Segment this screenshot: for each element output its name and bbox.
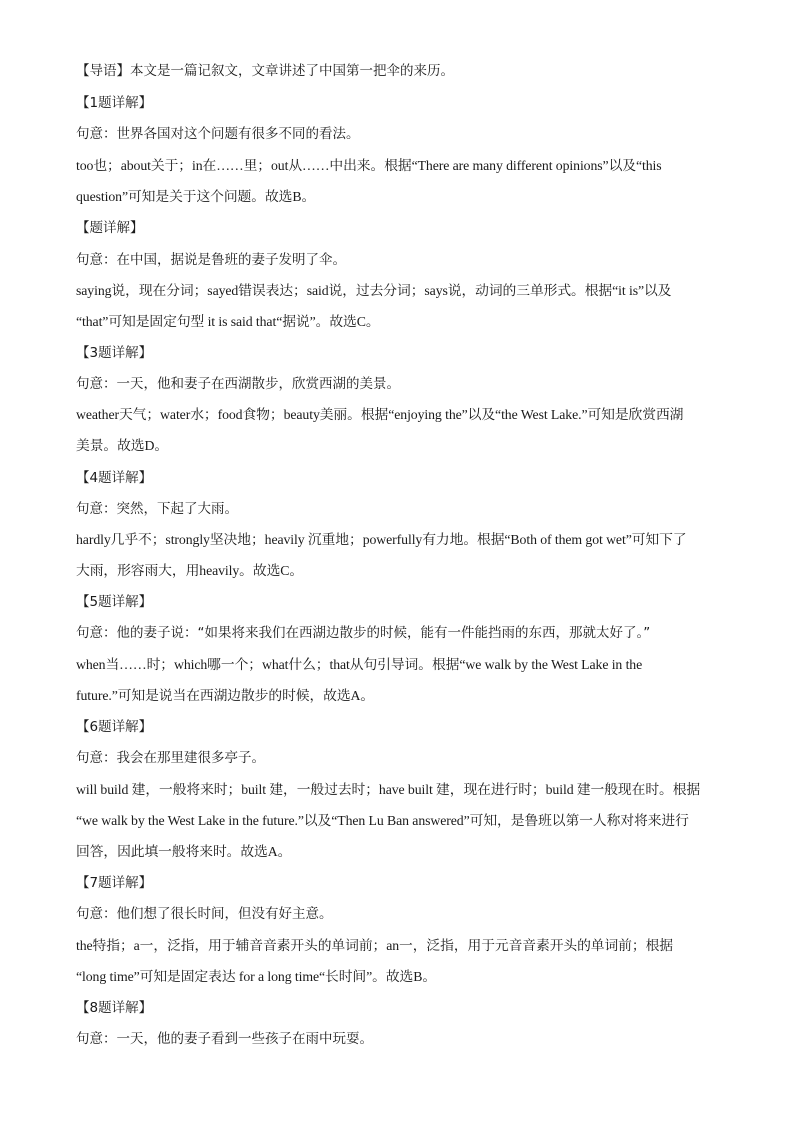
question-2-translation: 句意：在中国，据说是鲁班的妻子发明了伞。 [76, 252, 346, 268]
question-6-explanation-line-2: “we walk by the West Lake in the future.”以及“Then Lu Ban answered”可知，是鲁班以第一人称对将来进行 [76, 813, 689, 828]
question-2-heading: 【题详解】 [76, 220, 144, 236]
question-5-explanation-line-1: when当……时；which哪一个；what什么；that从句引导词。根据“we walk by the West Lake in the [76, 657, 643, 672]
question-5-heading: 【5题详解】 [76, 594, 153, 610]
question-4-explanation-line-2: 大雨，形容雨大，用heavily。故选C。 [76, 563, 304, 578]
question-3-heading: 【3题详解】 [76, 345, 153, 361]
question-1-explanation-line-1: too也；about关于；in在……里；out从……中出来。根据“There are many different opinions”以及“this [76, 158, 662, 173]
intro-line: 【导语】本文是一篇记叙文，文章讲述了中国第一把伞的来历。 [76, 63, 454, 79]
question-7-translation: 句意：他们想了很长时间，但没有好主意。 [76, 906, 333, 922]
question-8-translation: 句意：一天，他的妻子看到一些孩子在雨中玩耍。 [76, 1031, 373, 1047]
question-8-heading: 【8题详解】 [76, 1000, 153, 1016]
question-7-explanation-line-2: “long time”可知是固定表达 for a long time“长时间”。故选B。 [76, 969, 437, 984]
question-4-translation: 句意：突然，下起了大雨。 [76, 501, 238, 517]
question-4-heading: 【4题详解】 [76, 470, 153, 486]
question-1-explanation-line-2: question”可知是关于这个问题。故选B。 [76, 189, 316, 204]
question-2-explanation-line-2: “that”可知是固定句型 it is said that“据说”。故选C。 [76, 314, 380, 329]
question-5-translation: 句意：他的妻子说：“如果将来我们在西湖边散步的时候，能有一件能挡雨的东西，那就太好了。” [76, 625, 651, 641]
question-1-translation: 句意：世界各国对这个问题有很多不同的看法。 [76, 126, 360, 142]
question-7-explanation-line-1: the特指；a一，泛指，用于辅音音素开头的单词前；an一，泛指，用于元音音素开头的单词前；根据 [76, 938, 673, 953]
question-6-translation: 句意：我会在那里建很多亭子。 [76, 750, 265, 766]
question-3-explanation-line-1: weather天气；water水；food食物；beauty美丽。根据“enjoying the”以及“the West Lake.”可知是欣赏西湖 [76, 407, 684, 422]
question-4-explanation-line-1: hardly几乎不；strongly坚决地；heavily 沉重地；powerfully有力地。根据“Both of them got wet”可知下了 [76, 532, 687, 547]
question-1-heading: 【1题详解】 [76, 95, 153, 111]
question-5-explanation-line-2: future.”可知是说当在西湖边散步的时候，故选A。 [76, 688, 375, 703]
question-6-explanation-line-1: will build 建，一般将来时；built 建，一般过去时；have built 建，现在进行时；build 建一般现在时。根据 [76, 782, 701, 797]
question-6-explanation-line-3: 回答，因此填一般将来时。故选A。 [76, 844, 292, 859]
question-6-heading: 【6题详解】 [76, 719, 153, 735]
question-3-translation: 句意：一天，他和妻子在西湖散步，欣赏西湖的美景。 [76, 376, 400, 392]
question-2-explanation-line-1: saying说，现在分词；sayed错误表达；said说，过去分词；says说，动词的三单形式。根据“it is”以及 [76, 283, 672, 298]
question-3-explanation-line-2: 美景。故选D。 [76, 438, 169, 453]
question-7-heading: 【7题详解】 [76, 875, 153, 891]
